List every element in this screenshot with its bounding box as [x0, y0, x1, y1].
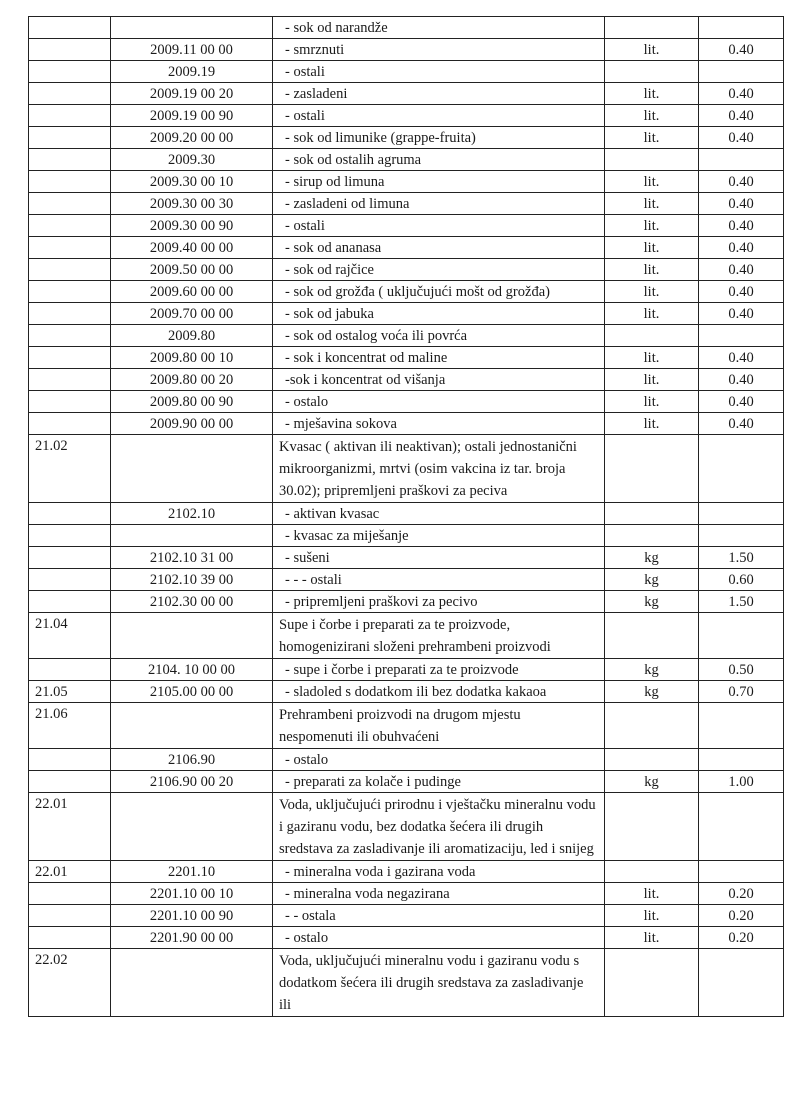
unit-cell: kg [605, 569, 699, 591]
tariff-code-cell: 2009.80 00 20 [111, 369, 273, 391]
unit-cell: kg [605, 681, 699, 703]
rate-cell: 0.40 [699, 215, 784, 237]
unit-cell [605, 325, 699, 347]
unit-cell: lit. [605, 927, 699, 949]
unit-cell [605, 61, 699, 83]
heading-number-cell [29, 171, 111, 193]
unit-cell [605, 149, 699, 171]
tariff-table [28, 16, 784, 1017]
description-cell: - sok od narandže [273, 17, 605, 39]
tariff-table-body [29, 17, 784, 1017]
heading-number-cell [29, 927, 111, 949]
description-cell: - - - ostali [273, 569, 605, 591]
description-cell: -sok i koncentrat od višanja [273, 369, 605, 391]
description-cell: - mineralna voda negazirana [273, 883, 605, 905]
description-cell: - ostalo [273, 927, 605, 949]
unit-cell [605, 525, 699, 547]
table-row [29, 281, 784, 303]
heading-number-cell [29, 547, 111, 569]
unit-cell: lit. [605, 391, 699, 413]
unit-cell: lit. [605, 905, 699, 927]
tariff-code-cell [111, 613, 273, 659]
rate-cell [699, 861, 784, 883]
table-row [29, 105, 784, 127]
rate-cell: 0.40 [699, 127, 784, 149]
heading-number-cell [29, 237, 111, 259]
tariff-code-cell: 2009.30 [111, 149, 273, 171]
rate-cell [699, 503, 784, 525]
tariff-code-cell: 2009.80 00 10 [111, 347, 273, 369]
rate-cell: 1.50 [699, 547, 784, 569]
description-cell: - ostali [273, 215, 605, 237]
description-cell: - ostali [273, 105, 605, 127]
table-row [29, 525, 784, 547]
tariff-code-cell: 2009.60 00 00 [111, 281, 273, 303]
heading-number-cell [29, 771, 111, 793]
table-row [29, 127, 784, 149]
description-cell: - sladoled s dodatkom ili bez dodatka kakaoa [273, 681, 605, 703]
rate-cell [699, 613, 784, 659]
description-cell: - zasladeni [273, 83, 605, 105]
table-row [29, 369, 784, 391]
table-row [29, 861, 784, 883]
unit-cell: lit. [605, 127, 699, 149]
description-cell: - sok od ostalih agruma [273, 149, 605, 171]
rate-cell [699, 435, 784, 503]
rate-cell: 0.20 [699, 883, 784, 905]
rate-cell [699, 949, 784, 1017]
rate-cell: 0.40 [699, 369, 784, 391]
table-row [29, 171, 784, 193]
description-cell: - ostalo [273, 749, 605, 771]
rate-cell: 0.20 [699, 927, 784, 949]
heading-number-cell: 21.06 [29, 703, 111, 749]
table-row [29, 347, 784, 369]
rate-cell: 1.00 [699, 771, 784, 793]
table-row [29, 771, 784, 793]
tariff-code-cell: 2106.90 [111, 749, 273, 771]
heading-number-cell [29, 391, 111, 413]
rate-cell: 0.60 [699, 569, 784, 591]
tariff-code-cell: 2009.20 00 00 [111, 127, 273, 149]
description-cell: - aktivan kvasac [273, 503, 605, 525]
unit-cell [605, 703, 699, 749]
description-cell: - smrznuti [273, 39, 605, 61]
unit-cell: kg [605, 547, 699, 569]
description-cell: - pripremljeni praškovi za pecivo [273, 591, 605, 613]
rate-cell: 0.50 [699, 659, 784, 681]
rate-cell: 0.70 [699, 681, 784, 703]
description-cell: - ostalo [273, 391, 605, 413]
table-row [29, 237, 784, 259]
description-cell: - sok od limunike (grappe-fruita) [273, 127, 605, 149]
description-cell: - sirup od limuna [273, 171, 605, 193]
tariff-code-cell: 2009.30 00 10 [111, 171, 273, 193]
table-row [29, 259, 784, 281]
heading-number-cell [29, 413, 111, 435]
tariff-code-cell: 2009.80 00 90 [111, 391, 273, 413]
heading-number-cell: 22.02 [29, 949, 111, 1017]
heading-number-cell [29, 369, 111, 391]
table-row [29, 681, 784, 703]
unit-cell [605, 613, 699, 659]
tariff-code-cell: 2104. 10 00 00 [111, 659, 273, 681]
description-cell: - sok od rajčice [273, 259, 605, 281]
table-row [29, 569, 784, 591]
table-row [29, 391, 784, 413]
description-cell: - sok od ananasa [273, 237, 605, 259]
heading-number-cell: 22.01 [29, 861, 111, 883]
rate-cell: 0.40 [699, 105, 784, 127]
tariff-code-cell: 2201.90 00 00 [111, 927, 273, 949]
tariff-code-cell: 2102.10 39 00 [111, 569, 273, 591]
tariff-code-cell: 2009.30 00 90 [111, 215, 273, 237]
tariff-code-cell: 2009.70 00 00 [111, 303, 273, 325]
description-cell: - sok od grožđa ( uključujući mošt od grožđa) [273, 281, 605, 303]
rate-cell: 0.40 [699, 171, 784, 193]
unit-cell: lit. [605, 413, 699, 435]
table-row [29, 193, 784, 215]
rate-cell: 0.40 [699, 391, 784, 413]
table-row [29, 325, 784, 347]
unit-cell: lit. [605, 105, 699, 127]
heading-number-cell: 21.02 [29, 435, 111, 503]
unit-cell: lit. [605, 237, 699, 259]
tariff-code-cell [111, 435, 273, 503]
heading-number-cell [29, 193, 111, 215]
rate-cell [699, 525, 784, 547]
rate-cell: 0.40 [699, 83, 784, 105]
table-row [29, 905, 784, 927]
table-row [29, 413, 784, 435]
heading-number-cell [29, 905, 111, 927]
heading-number-cell [29, 259, 111, 281]
heading-number-cell [29, 525, 111, 547]
heading-number-cell [29, 303, 111, 325]
tariff-code-cell: 2009.80 [111, 325, 273, 347]
table-row [29, 83, 784, 105]
heading-number-cell [29, 149, 111, 171]
tariff-code-cell [111, 793, 273, 861]
tariff-code-cell [111, 703, 273, 749]
rate-cell: 0.40 [699, 259, 784, 281]
rate-cell [699, 61, 784, 83]
tariff-code-cell: 2201.10 [111, 861, 273, 883]
heading-number-cell: 22.01 [29, 793, 111, 861]
table-row [29, 547, 784, 569]
rate-cell: 0.40 [699, 347, 784, 369]
heading-number-cell [29, 749, 111, 771]
rate-cell: 0.40 [699, 281, 784, 303]
description-cell: Supe i čorbe i preparati za te proizvode, homogenizirani složeni prehrambeni proizvodi [273, 613, 605, 659]
rate-cell [699, 749, 784, 771]
rate-cell: 0.40 [699, 193, 784, 215]
tariff-code-cell: 2105.00 00 00 [111, 681, 273, 703]
unit-cell: lit. [605, 171, 699, 193]
unit-cell [605, 17, 699, 39]
unit-cell: lit. [605, 303, 699, 325]
rate-cell [699, 17, 784, 39]
unit-cell: lit. [605, 369, 699, 391]
heading-number-cell [29, 105, 111, 127]
table-row [29, 659, 784, 681]
rate-cell [699, 703, 784, 749]
unit-cell: kg [605, 771, 699, 793]
rate-cell [699, 793, 784, 861]
description-cell: - sok i koncentrat od maline [273, 347, 605, 369]
table-row [29, 215, 784, 237]
heading-number-cell: 21.04 [29, 613, 111, 659]
heading-number-cell [29, 325, 111, 347]
table-row [29, 613, 784, 659]
unit-cell: lit. [605, 39, 699, 61]
description-cell: - sok od jabuka [273, 303, 605, 325]
heading-number-cell: 21.05 [29, 681, 111, 703]
tariff-code-cell [111, 525, 273, 547]
heading-number-cell [29, 215, 111, 237]
unit-cell: lit. [605, 281, 699, 303]
unit-cell [605, 793, 699, 861]
rate-cell: 0.40 [699, 39, 784, 61]
description-cell: - preparati za kolače i pudinge [273, 771, 605, 793]
table-row [29, 61, 784, 83]
unit-cell [605, 861, 699, 883]
description-cell: Kvasac ( aktivan ili neaktivan); ostali jednostanični mikroorganizmi, mrtvi (osim vakcina iz tar. broja 30.02); pripremljeni praškovi za peciva [273, 435, 605, 503]
heading-number-cell [29, 591, 111, 613]
heading-number-cell [29, 17, 111, 39]
heading-number-cell [29, 659, 111, 681]
heading-number-cell [29, 39, 111, 61]
table-row [29, 435, 784, 503]
unit-cell: lit. [605, 83, 699, 105]
unit-cell [605, 435, 699, 503]
table-row [29, 949, 784, 1017]
heading-number-cell [29, 883, 111, 905]
description-cell: Voda, uključujući mineralnu vodu i gaziranu vodu s dodatkom šećera ili drugih sredstava za zasladivanje ili [273, 949, 605, 1017]
tariff-code-cell: 2009.30 00 30 [111, 193, 273, 215]
tariff-code-cell: 2009.19 [111, 61, 273, 83]
rate-cell: 1.50 [699, 591, 784, 613]
tariff-code-cell: 2009.90 00 00 [111, 413, 273, 435]
description-cell: - mješavina sokova [273, 413, 605, 435]
table-row [29, 303, 784, 325]
rate-cell: 0.20 [699, 905, 784, 927]
unit-cell: lit. [605, 215, 699, 237]
heading-number-cell [29, 61, 111, 83]
tariff-code-cell: 2009.19 00 20 [111, 83, 273, 105]
unit-cell: lit. [605, 883, 699, 905]
description-cell: - - ostala [273, 905, 605, 927]
description-cell: - kvasac za miješanje [273, 525, 605, 547]
heading-number-cell [29, 83, 111, 105]
description-cell: - sok od ostalog voća ili povrća [273, 325, 605, 347]
tariff-code-cell: 2009.19 00 90 [111, 105, 273, 127]
heading-number-cell [29, 569, 111, 591]
unit-cell: lit. [605, 193, 699, 215]
tariff-code-cell: 2102.30 00 00 [111, 591, 273, 613]
table-row [29, 503, 784, 525]
table-row [29, 927, 784, 949]
heading-number-cell [29, 281, 111, 303]
table-row [29, 883, 784, 905]
table-row [29, 149, 784, 171]
tariff-code-cell [111, 949, 273, 1017]
unit-cell: kg [605, 591, 699, 613]
heading-number-cell [29, 503, 111, 525]
description-cell: Prehrambeni proizvodi na drugom mjestu nespomenuti ili obuhvaćeni [273, 703, 605, 749]
tariff-code-cell: 2009.40 00 00 [111, 237, 273, 259]
tariff-code-cell: 2102.10 [111, 503, 273, 525]
table-row [29, 793, 784, 861]
unit-cell: lit. [605, 259, 699, 281]
rate-cell: 0.40 [699, 413, 784, 435]
rate-cell: 0.40 [699, 303, 784, 325]
tariff-code-cell: 2009.50 00 00 [111, 259, 273, 281]
tariff-code-cell: 2201.10 00 90 [111, 905, 273, 927]
unit-cell: lit. [605, 347, 699, 369]
unit-cell [605, 749, 699, 771]
rate-cell [699, 325, 784, 347]
unit-cell [605, 949, 699, 1017]
description-cell: - ostali [273, 61, 605, 83]
description-cell: - mineralna voda i gazirana voda [273, 861, 605, 883]
table-row [29, 17, 784, 39]
description-cell: - zasladeni od limuna [273, 193, 605, 215]
unit-cell: kg [605, 659, 699, 681]
table-row [29, 749, 784, 771]
description-cell: - supe i čorbe i preparati za te proizvode [273, 659, 605, 681]
heading-number-cell [29, 347, 111, 369]
description-cell: - sušeni [273, 547, 605, 569]
description-cell: Voda, uključujući prirodnu i vještačku mineralnu vodu i gaziranu vodu, bez dodatka šećera ili drugih sredstava za zasladivanje ili aromatizaciju, led i snijeg [273, 793, 605, 861]
rate-cell [699, 149, 784, 171]
table-row [29, 591, 784, 613]
rate-cell: 0.40 [699, 237, 784, 259]
tariff-code-cell: 2201.10 00 10 [111, 883, 273, 905]
tariff-code-cell: 2009.11 00 00 [111, 39, 273, 61]
table-row [29, 703, 784, 749]
tariff-code-cell: 2106.90 00 20 [111, 771, 273, 793]
tariff-code-cell [111, 17, 273, 39]
heading-number-cell [29, 127, 111, 149]
unit-cell [605, 503, 699, 525]
tariff-code-cell: 2102.10 31 00 [111, 547, 273, 569]
table-row [29, 39, 784, 61]
